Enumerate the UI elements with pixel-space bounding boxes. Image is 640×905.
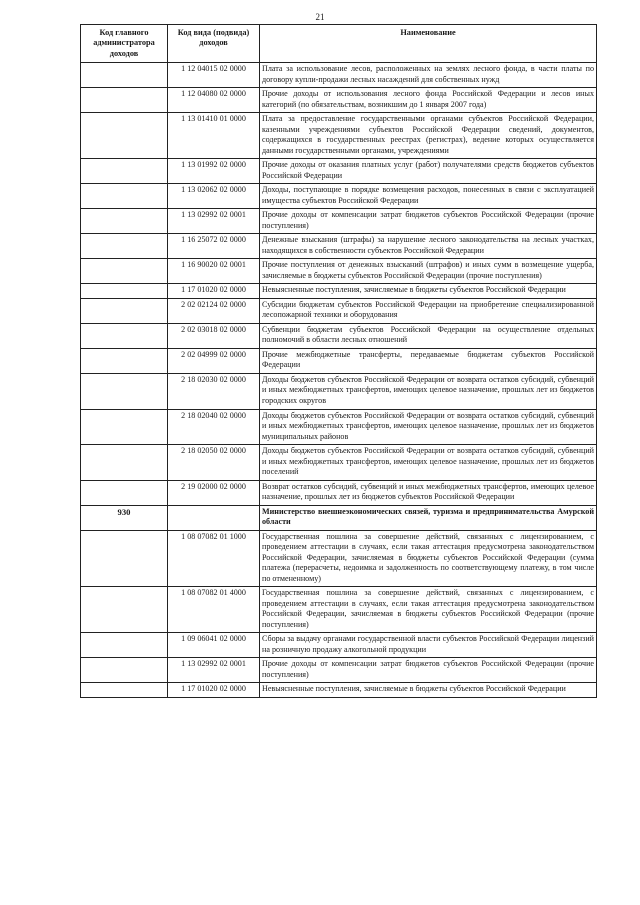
admin-code-cell: 930 bbox=[81, 505, 168, 530]
table-row bbox=[81, 409, 597, 445]
table-row bbox=[81, 234, 597, 259]
table-row bbox=[81, 587, 597, 633]
revenue-code-cell: 1 17 01020 02 0000 bbox=[168, 284, 260, 299]
revenue-code-cell: 1 13 02062 02 0000 bbox=[168, 184, 260, 209]
admin-code-cell bbox=[81, 587, 168, 633]
revenue-name-cell: Прочие доходы от компенсации затрат бюджетов субъектов Российской Федерации (прочие поступления) bbox=[260, 658, 597, 683]
revenue-name-cell: Доходы бюджетов субъектов Российской Федерации от возврата остатков субсидий, субвенций и иных межбюджетных трансфертов, имеющих целевое назначение, прошлых лет из бюджетов поселений bbox=[260, 445, 597, 481]
table-row bbox=[81, 348, 597, 373]
revenue-name-cell: Субсидии бюджетам субъектов Российской Федерации на приобретение специализированной лесопожарной техники и оборудования bbox=[260, 298, 597, 323]
revenue-name-cell: Прочие доходы от оказания платных услуг (работ) получателями средств бюджетов субъектов Российской Федерации bbox=[260, 159, 597, 184]
revenue-code-cell: 1 08 07082 01 1000 bbox=[168, 530, 260, 587]
revenue-code-cell: 1 13 02992 02 0001 bbox=[168, 209, 260, 234]
revenue-code-cell: 2 18 02050 02 0000 bbox=[168, 445, 260, 481]
revenue-name-cell: Невыясненные поступления, зачисляемые в бюджеты субъектов Российской Федерации bbox=[260, 683, 597, 698]
revenue-code-cell: 1 09 06041 02 0000 bbox=[168, 633, 260, 658]
admin-code-cell bbox=[81, 209, 168, 234]
header-admin-code: Код главного администратора доходов bbox=[81, 25, 168, 63]
revenue-code-cell: 2 19 02000 02 0000 bbox=[168, 480, 260, 505]
revenue-name-cell: Прочие доходы от компенсации затрат бюджетов субъектов Российской Федерации (прочие поступления) bbox=[260, 209, 597, 234]
revenue-code-cell: 1 13 01992 02 0000 bbox=[168, 159, 260, 184]
table-row bbox=[81, 323, 597, 348]
revenue-codes-table bbox=[80, 24, 597, 698]
admin-code-cell bbox=[81, 259, 168, 284]
header-row bbox=[81, 25, 597, 63]
revenue-name-cell: Плата за предоставление государственными органами субъектов Российской Федерации, казенными учреждениями субъектов Российской Федерации сведений, документов, содержащихся в государственных реестрах (регистрах), ведение которых осуществляется данными государственными органами, учреждениями bbox=[260, 113, 597, 159]
revenue-code-cell: 1 08 07082 01 4000 bbox=[168, 587, 260, 633]
admin-code-cell bbox=[81, 184, 168, 209]
admin-code-cell bbox=[81, 683, 168, 698]
revenue-name-cell: Государственная пошлина за совершение действий, связанных с лицензированием, с проведением аттестации в случаях, если такая аттестация предусмотрена законодательством Российской Федерации, зачисляемая в бюджеты субъектов Российской Федерации (сумма платежа (перерасчеты, недоимка и задолженность по соответствующему платежу, в том числе по отмененному) bbox=[260, 530, 597, 587]
revenue-name-cell: Доходы бюджетов субъектов Российской Федерации от возврата остатков субсидий, субвенций и иных межбюджетных трансфертов, имеющих целевое назначение, прошлых лет из бюджетов муниципальных районов bbox=[260, 409, 597, 445]
table-row bbox=[81, 209, 597, 234]
admin-code-cell bbox=[81, 88, 168, 113]
table-row bbox=[81, 159, 597, 184]
header-name: Наименование bbox=[260, 25, 597, 63]
revenue-name-cell: Доходы бюджетов субъектов Российской Федерации от возврата остатков субсидий, субвенций и иных межбюджетных трансфертов, имеющих целевое назначение, прошлых лет из бюджетов городских округов bbox=[260, 373, 597, 409]
table-body bbox=[81, 63, 597, 698]
table-row bbox=[81, 259, 597, 284]
admin-code-cell bbox=[81, 409, 168, 445]
revenue-name-cell: Доходы, поступающие в порядке возмещения расходов, понесенных в связи с эксплуатацией имущества субъектов Российской Федерации bbox=[260, 184, 597, 209]
revenue-name-cell: Прочие поступления от денежных взысканий (штрафов) и иных сумм в возмещение ущерба, зачисляемые в бюджеты субъектов Российской Федерации (прочие поступления) bbox=[260, 259, 597, 284]
table-row bbox=[81, 373, 597, 409]
header-revenue-code: Код вида (подвида) доходов bbox=[168, 25, 260, 63]
revenue-name-cell: Прочие межбюджетные трансферты, передаваемые бюджетам субъектов Российской Федерации bbox=[260, 348, 597, 373]
table-header bbox=[81, 25, 597, 63]
admin-code-cell bbox=[81, 113, 168, 159]
admin-code-cell bbox=[81, 159, 168, 184]
admin-code-cell bbox=[81, 234, 168, 259]
revenue-name-cell: Денежные взыскания (штрафы) за нарушение лесного законодательства на лесных участках, находящихся в собственности субъектов Российской Федерации bbox=[260, 234, 597, 259]
revenue-name-cell: Министерство внешнеэкономических связей, туризма и предпринимательства Амурской области bbox=[260, 505, 597, 530]
table-row bbox=[81, 88, 597, 113]
table-row bbox=[81, 480, 597, 505]
revenue-name-cell: Государственная пошлина за совершение действий, связанных с лицензированием, с проведением аттестации в случаях, если такая аттестация предусмотрена законодательством Российской Федерации, зачисляемая в бюджеты субъектов Российской Федерации (прочие поступления) bbox=[260, 587, 597, 633]
table-row bbox=[81, 184, 597, 209]
table-row bbox=[81, 530, 597, 587]
table-row bbox=[81, 445, 597, 481]
revenue-code-cell: 1 16 90020 02 0001 bbox=[168, 259, 260, 284]
revenue-code-cell: 2 02 03018 02 0000 bbox=[168, 323, 260, 348]
revenue-name-cell: Невыясненные поступления, зачисляемые в бюджеты субъектов Российской Федерации bbox=[260, 284, 597, 299]
table-row bbox=[81, 113, 597, 159]
table-row bbox=[81, 683, 597, 698]
revenue-code-cell: 1 17 01020 02 0000 bbox=[168, 683, 260, 698]
revenue-code-cell: 2 18 02030 02 0000 bbox=[168, 373, 260, 409]
revenue-code-cell: 1 12 04080 02 0000 bbox=[168, 88, 260, 113]
revenue-code-cell: 1 13 02992 02 0001 bbox=[168, 658, 260, 683]
table-row bbox=[81, 633, 597, 658]
table-row bbox=[81, 63, 597, 88]
admin-code-cell bbox=[81, 480, 168, 505]
admin-code-cell bbox=[81, 445, 168, 481]
section-row bbox=[81, 505, 597, 530]
revenue-name-cell: Сборы за выдачу органами государственной власти субъектов Российской Федерации лицензий на розничную продажу алкогольной продукции bbox=[260, 633, 597, 658]
page-number: 21 bbox=[315, 12, 325, 22]
revenue-code-cell: 2 18 02040 02 0000 bbox=[168, 409, 260, 445]
table-row bbox=[81, 298, 597, 323]
revenue-name-cell: Прочие доходы от использования лесного фонда Российской Федерации и лесов иных категорий (по обязательствам, возникшим до 1 января 2007 года) bbox=[260, 88, 597, 113]
table-row bbox=[81, 284, 597, 299]
table-row bbox=[81, 658, 597, 683]
revenue-code-cell: 1 13 01410 01 0000 bbox=[168, 113, 260, 159]
admin-code-cell bbox=[81, 298, 168, 323]
revenue-code-cell bbox=[168, 505, 260, 530]
revenue-name-cell: Возврат остатков субсидий, субвенций и иных межбюджетных трансфертов, имеющих целевое назначение, прошлых лет из бюджетов субъектов Российской Федерации bbox=[260, 480, 597, 505]
admin-code-cell bbox=[81, 323, 168, 348]
admin-code-cell bbox=[81, 530, 168, 587]
revenue-name-cell: Субвенции бюджетам субъектов Российской Федерации на осуществление отдельных полномочий в области лесных отношений bbox=[260, 323, 597, 348]
revenue-code-cell: 1 16 25072 02 0000 bbox=[168, 234, 260, 259]
revenue-code-cell: 2 02 04999 02 0000 bbox=[168, 348, 260, 373]
admin-code-cell bbox=[81, 633, 168, 658]
admin-code-cell bbox=[81, 348, 168, 373]
revenue-code-cell: 1 12 04015 02 0000 bbox=[168, 63, 260, 88]
admin-code-cell bbox=[81, 63, 168, 88]
admin-code-cell bbox=[81, 658, 168, 683]
revenue-code-cell: 2 02 02124 02 0000 bbox=[168, 298, 260, 323]
admin-code-cell bbox=[81, 284, 168, 299]
revenue-name-cell: Плата за использование лесов, расположенных на землях лесного фонда, в части платы по договору купли-продажи лесных насаждений для собственных нужд bbox=[260, 63, 597, 88]
admin-code-cell bbox=[81, 373, 168, 409]
